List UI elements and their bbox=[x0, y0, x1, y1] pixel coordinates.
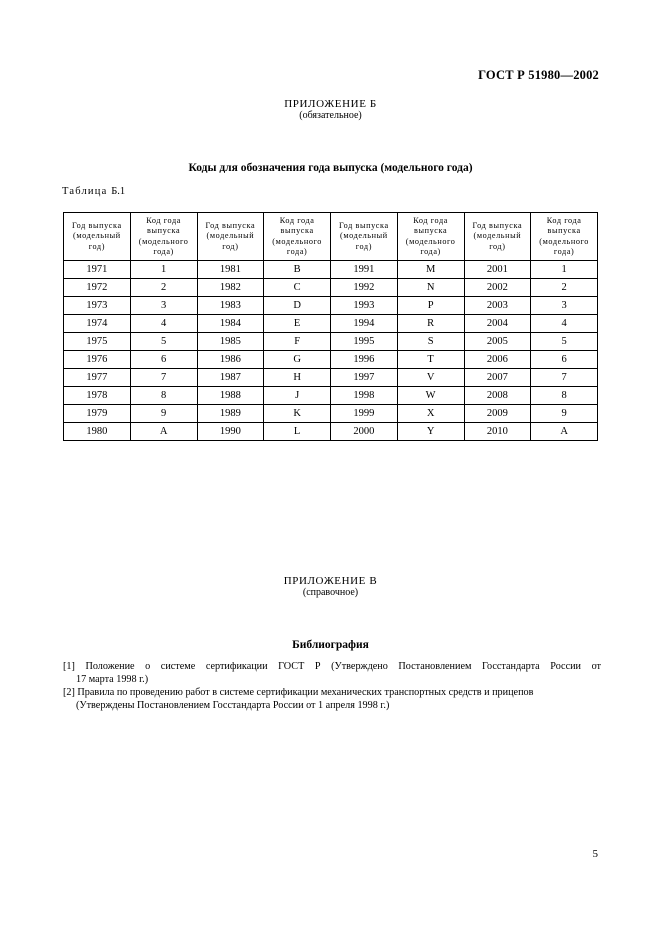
appendix-v-title: ПРИЛОЖЕНИЕ В bbox=[283, 575, 378, 587]
code-cell: 1 bbox=[531, 261, 598, 279]
code-cell: W bbox=[397, 387, 464, 405]
code-cell: 2 bbox=[130, 279, 197, 297]
table-label-prefix: Таблица bbox=[62, 186, 108, 197]
year-cell: 1996 bbox=[331, 351, 398, 369]
year-cell: 2002 bbox=[464, 279, 531, 297]
year-cell: 1972 bbox=[64, 279, 131, 297]
code-cell: P bbox=[397, 297, 464, 315]
code-cell: A bbox=[130, 423, 197, 441]
code-cell: 4 bbox=[531, 315, 598, 333]
code-cell: 7 bbox=[130, 369, 197, 387]
bibliography-entry-1 bbox=[63, 661, 601, 686]
year-cell: 1979 bbox=[64, 405, 131, 423]
year-cell: 1977 bbox=[64, 369, 131, 387]
header-code: Код года выпуска (модельного года) bbox=[397, 213, 464, 261]
code-cell: J bbox=[264, 387, 331, 405]
code-cell: N bbox=[397, 279, 464, 297]
code-cell: 3 bbox=[531, 297, 598, 315]
year-cell: 1994 bbox=[331, 315, 398, 333]
code-cell: 7 bbox=[531, 369, 598, 387]
header-year: Год выпуска (модельный год) bbox=[64, 213, 131, 261]
code-cell: C bbox=[264, 279, 331, 297]
code-cell: M bbox=[397, 261, 464, 279]
year-cell: 1988 bbox=[197, 387, 264, 405]
year-cell: 1981 bbox=[197, 261, 264, 279]
bibliography-entry-2-line2: (Утверждены Постановлением Госстандарта России от 1 апреля 1998 г.) bbox=[76, 699, 390, 711]
bibliography-entry-2 bbox=[63, 687, 601, 712]
code-cell: 9 bbox=[531, 405, 598, 423]
code-cell: E bbox=[264, 315, 331, 333]
code-cell: 5 bbox=[130, 333, 197, 351]
table-label-number: Б.1 bbox=[111, 186, 126, 197]
table-label bbox=[62, 186, 125, 197]
bibliography-title: Библиография bbox=[292, 639, 369, 651]
code-cell: 4 bbox=[130, 315, 197, 333]
year-cell: 1993 bbox=[331, 297, 398, 315]
year-code-table bbox=[63, 212, 598, 441]
document-standard-header: ГОСТ Р 51980—2002 bbox=[478, 68, 599, 82]
year-cell: 1973 bbox=[64, 297, 131, 315]
code-cell: L bbox=[264, 423, 331, 441]
header-year: Год выпуска (модельный год) bbox=[331, 213, 398, 261]
page-number: 5 bbox=[592, 848, 598, 860]
year-cell: 1980 bbox=[64, 423, 131, 441]
appendix-b-title: ПРИЛОЖЕНИЕ Б bbox=[284, 98, 377, 110]
header-code: Код года выпуска (модельного года) bbox=[130, 213, 197, 261]
table-row bbox=[64, 423, 598, 441]
header-year: Год выпуска (модельный год) bbox=[197, 213, 264, 261]
code-cell: 6 bbox=[531, 351, 598, 369]
year-cell: 1982 bbox=[197, 279, 264, 297]
year-cell: 2007 bbox=[464, 369, 531, 387]
year-cell: 2010 bbox=[464, 423, 531, 441]
year-cell: 1986 bbox=[197, 351, 264, 369]
year-cell: 2004 bbox=[464, 315, 531, 333]
code-cell: B bbox=[264, 261, 331, 279]
code-cell: Y bbox=[397, 423, 464, 441]
code-cell: H bbox=[264, 369, 331, 387]
code-cell: R bbox=[397, 315, 464, 333]
bibliography-entry-2-line1: [2] Правила по проведению работ в системе сертификации механических транспортных средств и прицепов bbox=[63, 687, 534, 698]
year-cell: 1995 bbox=[331, 333, 398, 351]
table-row bbox=[64, 387, 598, 405]
year-cell: 1998 bbox=[331, 387, 398, 405]
table-row bbox=[64, 405, 598, 423]
header-year: Год выпуска (модельный год) bbox=[464, 213, 531, 261]
year-cell: 1983 bbox=[197, 297, 264, 315]
table-row bbox=[64, 261, 598, 279]
header-code: Код года выпуска (модельного года) bbox=[531, 213, 598, 261]
year-cell: 1990 bbox=[197, 423, 264, 441]
code-cell: 6 bbox=[130, 351, 197, 369]
year-cell: 1984 bbox=[197, 315, 264, 333]
code-cell: K bbox=[264, 405, 331, 423]
year-cell: 1987 bbox=[197, 369, 264, 387]
table-row bbox=[64, 351, 598, 369]
year-cell: 1976 bbox=[64, 351, 131, 369]
table-row bbox=[64, 369, 598, 387]
year-cell: 2001 bbox=[464, 261, 531, 279]
table-row bbox=[64, 333, 598, 351]
year-cell: 1992 bbox=[331, 279, 398, 297]
year-cell: 1985 bbox=[197, 333, 264, 351]
code-cell: 9 bbox=[130, 405, 197, 423]
year-cell: 2000 bbox=[331, 423, 398, 441]
table-row bbox=[64, 279, 598, 297]
year-cell: 2005 bbox=[464, 333, 531, 351]
year-cell: 1999 bbox=[331, 405, 398, 423]
year-cell: 2003 bbox=[464, 297, 531, 315]
code-cell: S bbox=[397, 333, 464, 351]
bibliography-entry-1-line2: 17 марта 1998 г.) bbox=[76, 673, 149, 685]
year-cell: 2006 bbox=[464, 351, 531, 369]
year-cell: 1989 bbox=[197, 405, 264, 423]
code-cell: A bbox=[531, 423, 598, 441]
code-cell: 5 bbox=[531, 333, 598, 351]
code-cell: 8 bbox=[531, 387, 598, 405]
year-cell: 1975 bbox=[64, 333, 131, 351]
code-cell: V bbox=[397, 369, 464, 387]
year-cell: 2008 bbox=[464, 387, 531, 405]
code-cell: D bbox=[264, 297, 331, 315]
year-cell: 1978 bbox=[64, 387, 131, 405]
code-cell: T bbox=[397, 351, 464, 369]
appendix-v-status: (справочное) bbox=[302, 587, 359, 598]
table-row bbox=[64, 297, 598, 315]
code-cell: 8 bbox=[130, 387, 197, 405]
code-cell: 2 bbox=[531, 279, 598, 297]
code-cell: F bbox=[264, 333, 331, 351]
code-cell: X bbox=[397, 405, 464, 423]
year-cell: 1991 bbox=[331, 261, 398, 279]
year-cell: 2009 bbox=[464, 405, 531, 423]
year-cell: 1997 bbox=[331, 369, 398, 387]
bibliography-entry-1-line1: [1] Положение о системе сертификации ГОСТ Р (Утверждено Постановлением Госстандарта России от bbox=[63, 661, 601, 672]
year-cell: 1971 bbox=[64, 261, 131, 279]
table-row bbox=[64, 315, 598, 333]
section-title: Коды для обозначения года выпуска (модельного года) bbox=[188, 162, 473, 174]
year-cell: 1974 bbox=[64, 315, 131, 333]
code-cell: 3 bbox=[130, 297, 197, 315]
code-cell: 1 bbox=[130, 261, 197, 279]
table-header-row bbox=[64, 213, 598, 261]
appendix-b-status: (обязательное) bbox=[299, 110, 362, 121]
header-code: Код года выпуска (модельного года) bbox=[264, 213, 331, 261]
code-cell: G bbox=[264, 351, 331, 369]
